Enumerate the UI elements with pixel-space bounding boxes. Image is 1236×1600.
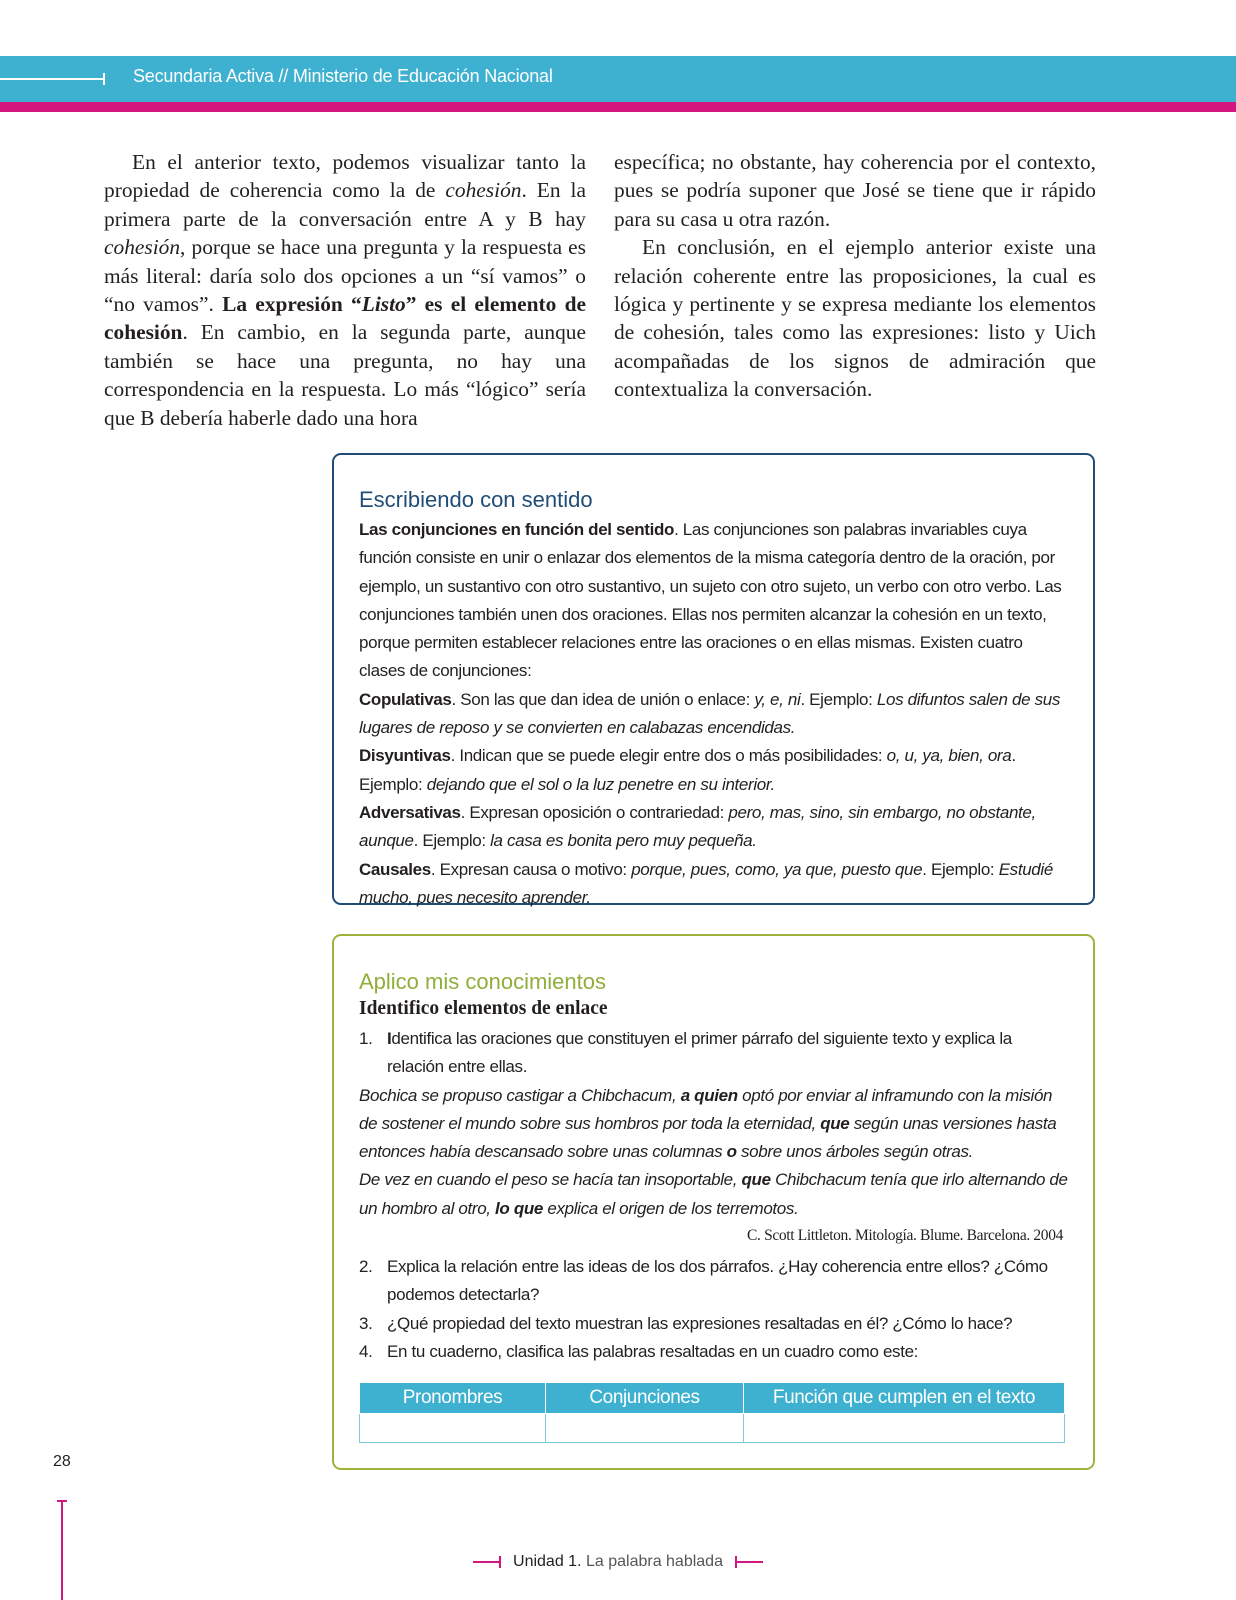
footer-margin-rule <box>61 1500 63 1600</box>
left-paragraph: En el anterior texto, podemos visualizar tanto la propiedad de coherencia como la de cohesión. En la primera parte de la conversación entre A y B hay cohesión, porque se hace una pregunta y la respuesta es más literal: daría solo dos opciones a un “sí vamos” o “no vamos”. La expresión “Listo” es el elemento de cohesión. En cambio, en la segunda parte, aunque también se hace una pregunta, no hay una correspondencia en la respuesta. Lo más “lógico” sería que B debería haberle dado una hora <box>104 150 586 430</box>
footer-margin-tick <box>57 1500 67 1502</box>
footer-right-ornament <box>735 1561 763 1563</box>
left-column <box>104 148 586 432</box>
causales-entry: Causales. Expresan causa o motivo: porque, pues, como, ya que, puesto que. Ejemplo: Estudié mucho, pues necesito aprender. <box>359 859 1053 907</box>
table-header-pronombres: Pronombres <box>360 1383 546 1413</box>
classification-table <box>359 1383 1065 1443</box>
quote-source: C. Scott Littleton. Mitología. Blume. Barcelona. 2004 <box>747 1227 1063 1245</box>
footer-unit-title: La palabra hablada <box>585 1553 723 1570</box>
table-header-conjunciones: Conjunciones <box>546 1383 744 1413</box>
writing-box-body <box>359 516 1069 912</box>
conjunctions-intro: Las conjunciones en función del sentido. Las conjunciones son palabras invariables cuya función consiste en unir o enlazar dos elementos de la misma categoría dentro de la oración, por ejemplo, un sustantivo con otro sustantivo, un sujeto con otro sujeto, un verbo con otro verbo. Las conjunciones también unen dos oraciones. Ellas nos permiten alcanzar la cohesión en un texto, porque permiten establecer relaciones entre las oraciones o en ellas mismas. Existen cuatro clases de conjunciones: <box>359 520 1062 681</box>
footer-unit-label <box>0 1553 1236 1571</box>
exercise-list <box>359 1253 1069 1366</box>
table-row <box>360 1413 1065 1442</box>
writing-box-heading: Escribiendo con sentido <box>359 487 593 512</box>
exercise-box-heading: Aplico mis conocimientos <box>359 969 606 994</box>
table-header-funcion: Función que cumplen en el texto <box>744 1383 1065 1413</box>
myth-quote-paragraph-2: De vez en cuando el peso se hacía tan insoportable, que Chibchacum tenía que irlo alternando de un hombro al otro, lo que explica el origen de los terremotos. <box>359 1170 1068 1218</box>
footer-left-ornament <box>473 1561 501 1563</box>
exercise-item-2: 2. Explica la relación entre las ideas de los dos párrafos. ¿Hay coherencia entre ellos? ¿Cómo podemos detectarla? <box>359 1257 1048 1305</box>
header-accent-stripe <box>0 102 1236 112</box>
table-cell <box>744 1413 1065 1442</box>
right-paragraph-1: específica; no obstante, hay coherencia por el contexto, pues se podría suponer que José se tiene que ir rápido para su casa u otra razón. <box>614 150 1096 231</box>
header-title: Secundaria Activa // Ministerio de Educación Nacional <box>133 66 553 86</box>
page-number: 28 <box>53 1453 71 1470</box>
exercise-body <box>359 1025 1069 1249</box>
right-paragraph-2: En conclusión, en el ejemplo anterior existe una relación coherente entre las proposiciones, la cual es lógica y pertinente y se expresa mediante los elementos de cohesión, tales como las expresiones: listo y Uich acompañadas de los signos de admiración que contextualiza la conversación. <box>614 235 1096 402</box>
exercise-item-4: 4. En tu cuaderno, clasifica las palabras resaltadas en un cuadro como este: <box>359 1341 919 1361</box>
myth-quote-paragraph-1: Bochica se propuso castigar a Chibchacum, a quien optó por enviar al inframundo con la misión de sostener el mundo sobre sus hombros por toda la eternidad, que según unas versiones hasta entonces había descansado sobre unas columnas o sobre unos árboles según otras. <box>359 1085 1057 1162</box>
footer-unit: Unidad 1. <box>513 1553 582 1570</box>
right-column <box>614 148 1096 404</box>
copulativas-entry: Copulativas. Son las que dan idea de unión o enlace: y, e, ni. Ejemplo: Los difuntos salen de sus lugares de reposo y se convierten en calabazas encendidas. <box>359 689 1061 738</box>
header-rule <box>0 78 103 80</box>
exercise-item-3: 3. ¿Qué propiedad del texto muestran las expresiones resaltadas en él? ¿Cómo lo hace? <box>359 1313 1013 1333</box>
header-rule-tick <box>103 73 105 85</box>
table-cell <box>360 1413 546 1442</box>
exercise-item-1: 1. Identifica las oraciones que constituyen el primer párrafo del siguiente texto y explica la relación entre ellas. <box>359 1029 1012 1077</box>
table-header-row <box>360 1383 1065 1413</box>
cohesion-highlight: La expresión “Listo” es el elemento de cohesión <box>104 292 586 345</box>
disyuntivas-entry: Disyuntivas. Indican que se puede elegir entre dos o más posibilidades: o, u, ya, bien, ora. Ejemplo: dejando que el sol o la luz penetre en su interior. <box>359 746 1016 794</box>
table-cell <box>546 1413 744 1442</box>
adversativas-entry: Adversativas. Expresan oposición o contrariedad: pero, mas, sino, sin embargo, no obstante, aunque. Ejemplo: la casa es bonita pero muy pequeña. <box>359 802 1036 851</box>
exercise-subheading: Identifico elementos de enlace <box>359 998 608 1019</box>
